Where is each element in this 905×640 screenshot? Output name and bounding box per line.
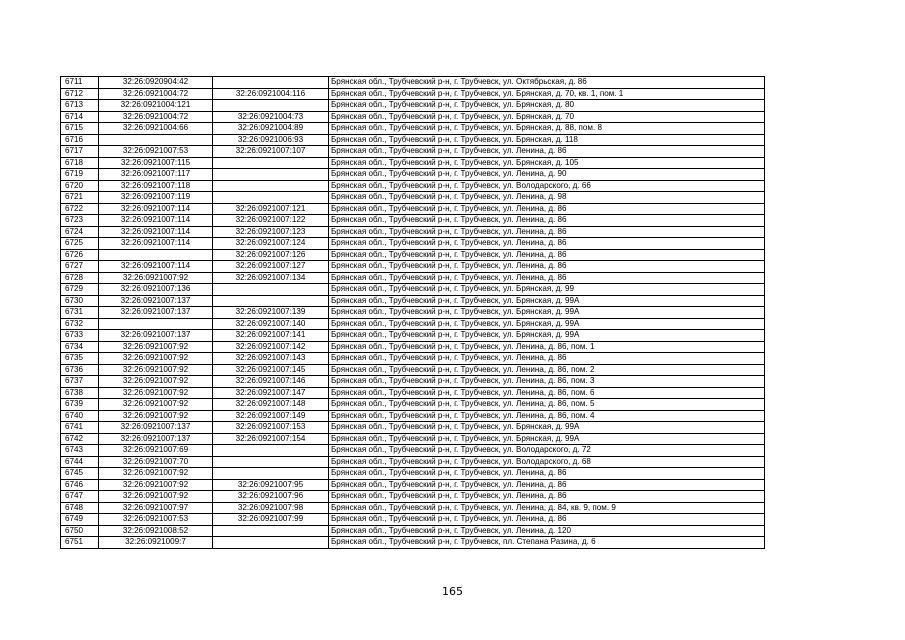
address-cell: Брянская обл., Трубчевский р-н, г. Трубчевск, ул. Брянская, д. 118 [329, 134, 765, 146]
building-cadastral-number-cell: 32:26:0921007:96 [213, 491, 329, 503]
row-number-cell: 6743 [61, 445, 99, 457]
table-row [61, 376, 765, 388]
table-row [61, 468, 765, 480]
building-cadastral-number-cell: 32:26:0921007:123 [213, 226, 329, 238]
parcel-cadastral-number-cell: 32:26:0921007:114 [99, 215, 213, 227]
row-number-cell: 6716 [61, 134, 99, 146]
parcel-cadastral-number-cell: 32:26:0921008:52 [99, 525, 213, 537]
parcel-cadastral-number-cell: 32:26:0921007:137 [99, 295, 213, 307]
address-cell: Брянская обл., Трубчевский р-н, г. Трубчевск, пл. Степана Разина, д. 6 [329, 537, 765, 549]
table-row [61, 272, 765, 284]
address-cell: Брянская обл., Трубчевский р-н, г. Трубчевск, ул. Ленина, д. 86 [329, 272, 765, 284]
address-cell: Брянская обл., Трубчевский р-н, г. Трубчевск, ул. Ленина, д. 86 [329, 514, 765, 526]
building-cadastral-number-cell [213, 157, 329, 169]
table-row [61, 318, 765, 330]
table-row [61, 410, 765, 422]
parcel-cadastral-number-cell: 32:26:0921007:92 [99, 479, 213, 491]
row-number-cell: 6731 [61, 307, 99, 319]
row-number-cell: 6751 [61, 537, 99, 549]
table-row [61, 111, 765, 123]
table-row [61, 399, 765, 411]
address-cell: Брянская обл., Трубчевский р-н, г. Трубчевск, ул. Ленина, д. 86 [329, 146, 765, 158]
table-row [61, 249, 765, 261]
row-number-cell: 6732 [61, 318, 99, 330]
address-cell: Брянская обл., Трубчевский р-н, г. Трубчевск, ул. Ленина, д. 90 [329, 169, 765, 181]
table-row [61, 537, 765, 549]
row-number-cell: 6730 [61, 295, 99, 307]
table-row [61, 226, 765, 238]
building-cadastral-number-cell: 32:26:0921007:149 [213, 410, 329, 422]
parcel-cadastral-number-cell: 32:26:0921007:136 [99, 284, 213, 296]
building-cadastral-number-cell [213, 192, 329, 204]
address-cell: Брянская обл., Трубчевский р-н, г. Трубчевск, ул. Октябрьская, д. 86 [329, 77, 765, 89]
building-cadastral-number-cell: 32:26:0921007:154 [213, 433, 329, 445]
parcel-cadastral-number-cell: 32:26:0921004:121 [99, 100, 213, 112]
parcel-cadastral-number-cell [99, 318, 213, 330]
building-cadastral-number-cell [213, 169, 329, 181]
parcel-cadastral-number-cell: 32:26:0921004:66 [99, 123, 213, 135]
table-row [61, 307, 765, 319]
parcel-cadastral-number-cell: 32:26:0921007:69 [99, 445, 213, 457]
table-row [61, 77, 765, 89]
building-cadastral-number-cell: 32:26:0921007:147 [213, 387, 329, 399]
table-row [61, 364, 765, 376]
building-cadastral-number-cell [213, 284, 329, 296]
parcel-cadastral-number-cell: 32:26:0921007:97 [99, 502, 213, 514]
building-cadastral-number-cell: 32:26:0921007:145 [213, 364, 329, 376]
row-number-cell: 6739 [61, 399, 99, 411]
table-row [61, 203, 765, 215]
parcel-cadastral-number-cell: 32:26:0921007:92 [99, 387, 213, 399]
address-cell: Брянская обл., Трубчевский р-н, г. Трубчевск, ул. Ленина, д. 86 [329, 226, 765, 238]
row-number-cell: 6749 [61, 514, 99, 526]
address-cell: Брянская обл., Трубчевский р-н, г. Трубчевск, ул. Брянская, д. 88, пом. 8 [329, 123, 765, 135]
address-cell: Брянская обл., Трубчевский р-н, г. Трубчевск, ул. Володарского, д. 66 [329, 180, 765, 192]
address-cell: Брянская обл., Трубчевский р-н, г. Трубчевск, ул. Ленина, д. 86 [329, 353, 765, 365]
address-cell: Брянская обл., Трубчевский р-н, г. Трубчевск, ул. Ленина, д. 86, пом. 3 [329, 376, 765, 388]
building-cadastral-number-cell: 32:26:0921004:73 [213, 111, 329, 123]
building-cadastral-number-cell [213, 100, 329, 112]
address-cell: Брянская обл., Трубчевский р-н, г. Трубчевск, ул. Брянская, д. 99А [329, 330, 765, 342]
building-cadastral-number-cell: 32:26:0921007:141 [213, 330, 329, 342]
table-row [61, 284, 765, 296]
building-cadastral-number-cell: 32:26:0921007:124 [213, 238, 329, 250]
building-cadastral-number-cell: 32:26:0921007:153 [213, 422, 329, 434]
row-number-cell: 6735 [61, 353, 99, 365]
building-cadastral-number-cell: 32:26:0921007:122 [213, 215, 329, 227]
table-row [61, 261, 765, 273]
address-cell: Брянская обл., Трубчевский р-н, г. Трубчевск, ул. Брянская, д. 99А [329, 433, 765, 445]
row-number-cell: 6725 [61, 238, 99, 250]
address-cell: Брянская обл., Трубчевский р-н, г. Трубчевск, ул. Ленина, д. 86 [329, 479, 765, 491]
parcel-cadastral-number-cell: 32:26:0921007:53 [99, 146, 213, 158]
parcel-cadastral-number-cell: 32:26:0921007:114 [99, 203, 213, 215]
parcel-cadastral-number-cell: 32:26:0921004:72 [99, 111, 213, 123]
address-cell: Брянская обл., Трубчевский р-н, г. Трубчевск, ул. Ленина, д. 86 [329, 261, 765, 273]
building-cadastral-number-cell: 32:26:0921004:116 [213, 88, 329, 100]
building-cadastral-number-cell [213, 456, 329, 468]
building-cadastral-number-cell: 32:26:0921007:139 [213, 307, 329, 319]
building-cadastral-number-cell [213, 445, 329, 457]
parcel-cadastral-number-cell: 32:26:0921007:92 [99, 491, 213, 503]
building-cadastral-number-cell: 32:26:0921007:140 [213, 318, 329, 330]
table-row [61, 295, 765, 307]
address-cell: Брянская обл., Трубчевский р-н, г. Трубчевск, ул. Брянская, д. 80 [329, 100, 765, 112]
address-cell: Брянская обл., Трубчевский р-н, г. Трубчевск, ул. Ленина, д. 86 [329, 468, 765, 480]
building-cadastral-number-cell [213, 525, 329, 537]
parcel-cadastral-number-cell: 32:26:0920904:42 [99, 77, 213, 89]
table-row [61, 169, 765, 181]
address-cell: Брянская обл., Трубчевский р-н, г. Трубчевск, ул. Ленина, д. 86, пом. 6 [329, 387, 765, 399]
parcel-cadastral-number-cell: 32:26:0921007:92 [99, 272, 213, 284]
parcel-cadastral-number-cell: 32:26:0921007:92 [99, 399, 213, 411]
address-cell: Брянская обл., Трубчевский р-н, г. Трубчевск, ул. Ленина, д. 120 [329, 525, 765, 537]
parcel-cadastral-number-cell [99, 249, 213, 261]
building-cadastral-number-cell: 32:26:0921007:143 [213, 353, 329, 365]
address-cell: Брянская обл., Трубчевский р-н, г. Трубчевск, ул. Ленина, д. 84, кв. 9, пом. 9 [329, 502, 765, 514]
cadastral-registry-table [60, 76, 765, 549]
row-number-cell: 6742 [61, 433, 99, 445]
building-cadastral-number-cell: 32:26:0921004:89 [213, 123, 329, 135]
table-row [61, 180, 765, 192]
row-number-cell: 6719 [61, 169, 99, 181]
address-cell: Брянская обл., Трубчевский р-н, г. Трубчевск, ул. Брянская, д. 99 [329, 284, 765, 296]
address-cell: Брянская обл., Трубчевский р-н, г. Трубчевск, ул. Ленина, д. 86, пом. 2 [329, 364, 765, 376]
row-number-cell: 6723 [61, 215, 99, 227]
building-cadastral-number-cell: 32:26:0921007:146 [213, 376, 329, 388]
table-row [61, 479, 765, 491]
parcel-cadastral-number-cell: 32:26:0921007:53 [99, 514, 213, 526]
table-row [61, 134, 765, 146]
address-cell: Брянская обл., Трубчевский р-н, г. Трубчевск, ул. Ленина, д. 86 [329, 249, 765, 261]
table-row [61, 456, 765, 468]
parcel-cadastral-number-cell: 32:26:0921007:117 [99, 169, 213, 181]
table-row [61, 525, 765, 537]
table-row [61, 387, 765, 399]
row-number-cell: 6738 [61, 387, 99, 399]
parcel-cadastral-number-cell [99, 134, 213, 146]
building-cadastral-number-cell: 32:26:0921007:121 [213, 203, 329, 215]
table-row [61, 100, 765, 112]
row-number-cell: 6720 [61, 180, 99, 192]
row-number-cell: 6712 [61, 88, 99, 100]
address-cell: Брянская обл., Трубчевский р-н, г. Трубчевск, ул. Ленина, д. 86 [329, 491, 765, 503]
row-number-cell: 6740 [61, 410, 99, 422]
parcel-cadastral-number-cell: 32:26:0921007:70 [99, 456, 213, 468]
parcel-cadastral-number-cell: 32:26:0921007:92 [99, 341, 213, 353]
building-cadastral-number-cell [213, 77, 329, 89]
parcel-cadastral-number-cell: 32:26:0921007:92 [99, 353, 213, 365]
building-cadastral-number-cell: 32:26:0921007:126 [213, 249, 329, 261]
address-cell: Брянская обл., Трубчевский р-н, г. Трубчевск, ул. Ленина, д. 86, пом. 5 [329, 399, 765, 411]
table-row [61, 514, 765, 526]
row-number-cell: 6736 [61, 364, 99, 376]
parcel-cadastral-number-cell: 32:26:0921007:115 [99, 157, 213, 169]
building-cadastral-number-cell: 32:26:0921007:99 [213, 514, 329, 526]
address-cell: Брянская обл., Трубчевский р-н, г. Трубчевск, ул. Брянская, д. 105 [329, 157, 765, 169]
parcel-cadastral-number-cell: 32:26:0921009:7 [99, 537, 213, 549]
row-number-cell: 6724 [61, 226, 99, 238]
address-cell: Брянская обл., Трубчевский р-н, г. Трубчевск, ул. Брянская, д. 70, кв. 1, пом. 1 [329, 88, 765, 100]
building-cadastral-number-cell: 32:26:0921007:95 [213, 479, 329, 491]
building-cadastral-number-cell: 32:26:0921007:127 [213, 261, 329, 273]
row-number-cell: 6718 [61, 157, 99, 169]
parcel-cadastral-number-cell: 32:26:0921007:114 [99, 226, 213, 238]
row-number-cell: 6750 [61, 525, 99, 537]
row-number-cell: 6733 [61, 330, 99, 342]
address-cell: Брянская обл., Трубчевский р-н, г. Трубчевск, ул. Ленина, д. 86 [329, 203, 765, 215]
address-cell: Брянская обл., Трубчевский р-н, г. Трубчевск, ул. Ленина, д. 86 [329, 238, 765, 250]
row-number-cell: 6737 [61, 376, 99, 388]
row-number-cell: 6748 [61, 502, 99, 514]
table-row [61, 491, 765, 503]
table-row [61, 238, 765, 250]
address-cell: Брянская обл., Трубчевский р-н, г. Трубчевск, ул. Володарского, д. 72 [329, 445, 765, 457]
row-number-cell: 6746 [61, 479, 99, 491]
building-cadastral-number-cell: 32:26:0921007:107 [213, 146, 329, 158]
address-cell: Брянская обл., Трубчевский р-н, г. Трубчевск, ул. Ленина, д. 86, пом. 1 [329, 341, 765, 353]
building-cadastral-number-cell [213, 295, 329, 307]
parcel-cadastral-number-cell: 32:26:0921007:114 [99, 238, 213, 250]
row-number-cell: 6717 [61, 146, 99, 158]
parcel-cadastral-number-cell: 32:26:0921007:118 [99, 180, 213, 192]
parcel-cadastral-number-cell: 32:26:0921007:137 [99, 433, 213, 445]
table-row [61, 353, 765, 365]
parcel-cadastral-number-cell: 32:26:0921007:137 [99, 330, 213, 342]
address-cell: Брянская обл., Трубчевский р-н, г. Трубчевск, ул. Брянская, д. 99А [329, 295, 765, 307]
table-row [61, 192, 765, 204]
address-cell: Брянская обл., Трубчевский р-н, г. Трубчевск, ул. Брянская, д. 70 [329, 111, 765, 123]
table-row [61, 157, 765, 169]
row-number-cell: 6734 [61, 341, 99, 353]
parcel-cadastral-number-cell: 32:26:0921007:92 [99, 468, 213, 480]
page-number: 165 [442, 585, 463, 598]
row-number-cell: 6727 [61, 261, 99, 273]
address-cell: Брянская обл., Трубчевский р-н, г. Трубчевск, ул. Ленина, д. 98 [329, 192, 765, 204]
table-row [61, 341, 765, 353]
row-number-cell: 6722 [61, 203, 99, 215]
address-cell: Брянская обл., Трубчевский р-н, г. Трубчевск, ул. Брянская, д. 99А [329, 318, 765, 330]
parcel-cadastral-number-cell: 32:26:0921007:92 [99, 410, 213, 422]
table-row [61, 422, 765, 434]
row-number-cell: 6713 [61, 100, 99, 112]
building-cadastral-number-cell [213, 180, 329, 192]
parcel-cadastral-number-cell: 32:26:0921007:92 [99, 376, 213, 388]
parcel-cadastral-number-cell: 32:26:0921007:119 [99, 192, 213, 204]
building-cadastral-number-cell: 32:26:0921006:93 [213, 134, 329, 146]
table-row [61, 433, 765, 445]
building-cadastral-number-cell [213, 468, 329, 480]
row-number-cell: 6728 [61, 272, 99, 284]
row-number-cell: 6726 [61, 249, 99, 261]
row-number-cell: 6747 [61, 491, 99, 503]
table-row [61, 123, 765, 135]
row-number-cell: 6714 [61, 111, 99, 123]
address-cell: Брянская обл., Трубчевский р-н, г. Трубчевск, ул. Володарского, д. 68 [329, 456, 765, 468]
table-row [61, 330, 765, 342]
parcel-cadastral-number-cell: 32:26:0921007:92 [99, 364, 213, 376]
building-cadastral-number-cell: 32:26:0921007:148 [213, 399, 329, 411]
row-number-cell: 6715 [61, 123, 99, 135]
table-row [61, 88, 765, 100]
table-row [61, 146, 765, 158]
row-number-cell: 6721 [61, 192, 99, 204]
table-row [61, 445, 765, 457]
row-number-cell: 6745 [61, 468, 99, 480]
table-row [61, 502, 765, 514]
address-cell: Брянская обл., Трубчевский р-н, г. Трубчевск, ул. Ленина, д. 86, пом. 4 [329, 410, 765, 422]
table-row [61, 215, 765, 227]
address-cell: Брянская обл., Трубчевский р-н, г. Трубчевск, ул. Брянская, д. 99А [329, 422, 765, 434]
parcel-cadastral-number-cell: 32:26:0921007:137 [99, 422, 213, 434]
parcel-cadastral-number-cell: 32:26:0921007:114 [99, 261, 213, 273]
building-cadastral-number-cell: 32:26:0921007:134 [213, 272, 329, 284]
building-cadastral-number-cell [213, 537, 329, 549]
row-number-cell: 6711 [61, 77, 99, 89]
row-number-cell: 6744 [61, 456, 99, 468]
building-cadastral-number-cell: 32:26:0921007:142 [213, 341, 329, 353]
parcel-cadastral-number-cell: 32:26:0921004:72 [99, 88, 213, 100]
parcel-cadastral-number-cell: 32:26:0921007:137 [99, 307, 213, 319]
building-cadastral-number-cell: 32:26:0921007:98 [213, 502, 329, 514]
address-cell: Брянская обл., Трубчевский р-н, г. Трубчевск, ул. Брянская, д. 99А [329, 307, 765, 319]
row-number-cell: 6729 [61, 284, 99, 296]
row-number-cell: 6741 [61, 422, 99, 434]
address-cell: Брянская обл., Трубчевский р-н, г. Трубчевск, ул. Ленина, д. 86 [329, 215, 765, 227]
registry-table-body [61, 77, 765, 549]
